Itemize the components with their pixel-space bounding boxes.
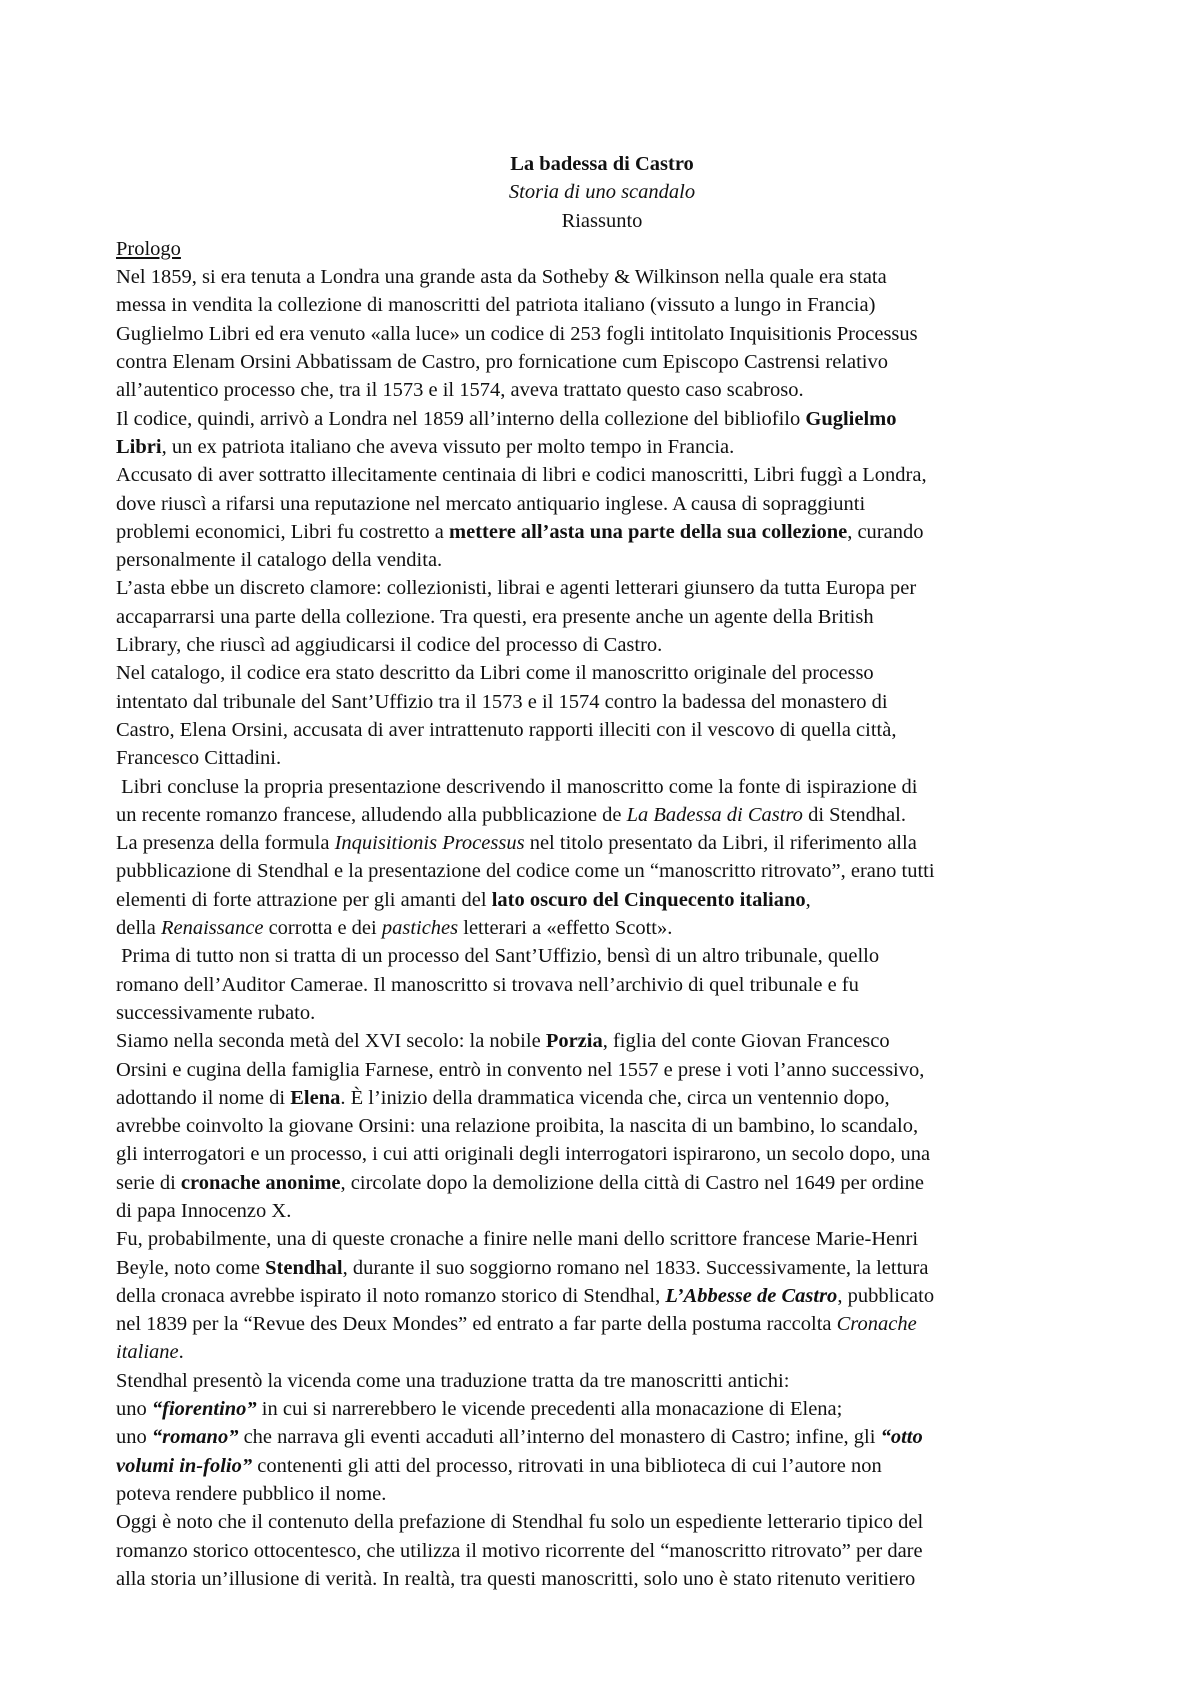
text-line xyxy=(116,518,1088,546)
text-run: Prima di tutto non si tratta di un processo del Sant’Uffizio, bensì di un altro tribunale, quello xyxy=(116,945,880,968)
text-line xyxy=(116,1027,1088,1055)
text-run: Guglielmo Libri ed era venuto «alla luce» un codice di 253 fogli intitolato Inquisitionis Processus xyxy=(116,322,918,345)
text-run: pubblicazione di Stendhal e la presentazione del codice come un “manoscritto ritrovato”, erano tutti xyxy=(116,860,935,883)
text-run: Porzia xyxy=(545,1030,603,1053)
text-run: “otto xyxy=(880,1426,923,1449)
document-title: La badessa di Castro xyxy=(510,153,694,175)
text-run: La presenza della formula xyxy=(116,832,335,855)
text-line xyxy=(116,405,1088,433)
text-line xyxy=(116,546,1088,574)
text-line xyxy=(116,1169,1088,1197)
text-run: Nel catalogo, il codice era stato descritto da Libri come il manoscritto originale del processo xyxy=(116,662,874,685)
text-run: , durante il suo soggiorno romano nel 1833. Successivamente, la lettura xyxy=(342,1256,929,1279)
text-line xyxy=(116,1056,1088,1084)
text-line xyxy=(116,716,1088,744)
text-line xyxy=(116,1565,1088,1593)
text-run: , circolate dopo la demolizione della città di Castro nel 1649 per ordine xyxy=(340,1171,925,1194)
text-run: , pubblicato xyxy=(837,1284,935,1307)
text-line xyxy=(116,886,1088,914)
section-heading: Prologo xyxy=(116,237,181,260)
text-line xyxy=(116,631,1088,659)
text-run: Guglielmo xyxy=(805,407,897,430)
text-line xyxy=(116,659,1088,687)
text-run: Oggi è noto che il contenuto della prefazione di Stendhal fu solo un espediente letterario tipico del xyxy=(116,1511,924,1534)
text-run: nel titolo presentato da Libri, il riferimento alla xyxy=(524,832,917,855)
text-line xyxy=(116,1254,1088,1282)
text-run: della cronaca avrebbe ispirato il noto romanzo storico di Stendhal, xyxy=(116,1284,666,1307)
text-line xyxy=(116,1338,1088,1366)
text-run: di Stendhal. xyxy=(802,803,906,826)
text-run: Orsini e cugina della famiglia Farnese, entrò in convento nel 1557 e prese i voti l’anno successivo, xyxy=(116,1058,925,1081)
text-run: Libri concluse la propria presentazione descrivendo il manoscritto come la fonte di ispirazione di xyxy=(116,775,918,798)
text-run: poteva rendere pubblico il nome. xyxy=(116,1482,387,1505)
text-line xyxy=(116,829,1088,857)
text-run: all’autentico processo che, tra il 1573 e il 1574, aveva trattato questo caso scabroso. xyxy=(116,379,804,402)
text-line xyxy=(116,490,1088,518)
text-run: Castro, Elena Orsini, accusata di aver intrattenuto rapporti illeciti con il vescovo di quella città, xyxy=(116,718,897,741)
text-line xyxy=(116,744,1088,772)
text-line xyxy=(116,320,1088,348)
text-run: accaparrarsi una parte della collezione. Tra questi, era presente anche un agente della British xyxy=(116,605,874,628)
text-line xyxy=(116,603,1088,631)
text-run: mettere all’asta una parte della sua collezione xyxy=(449,520,848,543)
text-run: , curando xyxy=(847,520,924,543)
text-line xyxy=(116,688,1088,716)
text-run: messa in vendita la collezione di manoscritti del patriota italiano (vissuto a lungo in Francia) xyxy=(116,294,876,317)
text-run: cronache anonime xyxy=(180,1171,341,1194)
text-run: “romano” xyxy=(151,1426,239,1449)
text-line xyxy=(116,999,1088,1027)
text-run: Library, che riuscì ad aggiudicarsi il codice del processo di Castro. xyxy=(116,634,663,657)
text-run: volumi in-folio” xyxy=(116,1454,253,1477)
text-run: uno xyxy=(116,1398,152,1421)
text-run: . È l’inizio della drammatica vicenda che, circa un ventennio dopo, xyxy=(340,1086,890,1109)
text-line xyxy=(116,291,1088,319)
text-run: pastiches xyxy=(381,917,459,940)
text-run: Francesco Cittadini. xyxy=(116,747,282,770)
text-run: . xyxy=(178,1341,184,1364)
text-run: un recente romanzo francese, alludendo alla pubblicazione de xyxy=(116,803,627,826)
text-run: Siamo nella seconda metà del XVI secolo: la nobile xyxy=(116,1030,546,1053)
text-line xyxy=(116,942,1088,970)
text-line xyxy=(116,914,1088,942)
text-run: problemi economici, Libri fu costretto a xyxy=(116,520,450,543)
text-line xyxy=(116,574,1088,602)
text-line xyxy=(116,1480,1088,1508)
text-run: La Badessa di Castro xyxy=(626,803,803,826)
text-run: “fiorentino” xyxy=(151,1398,257,1421)
text-run: Beyle, noto come xyxy=(116,1256,266,1279)
text-line xyxy=(116,1310,1088,1338)
text-line xyxy=(116,857,1088,885)
text-run: corrotta e dei xyxy=(263,917,382,940)
text-run: Libri xyxy=(116,435,162,458)
text-run: Accusato di aver sottratto illecitamente centinaia di libri e codici manoscritti, Libri fuggì a Londra, xyxy=(116,464,927,487)
text-line xyxy=(116,1452,1088,1480)
text-run: contra Elenam Orsini Abbatissam de Castro, pro fornicatione cum Episcopo Castrensi relativo xyxy=(116,351,888,374)
text-run: , xyxy=(805,888,811,911)
text-line xyxy=(116,1140,1088,1168)
text-run: Cronache xyxy=(836,1313,917,1336)
text-line xyxy=(116,461,1088,489)
text-line xyxy=(116,376,1088,404)
text-run: Il codice, quindi, arrivò a Londra nel 1859 all’interno della collezione del bibliofilo xyxy=(116,407,806,430)
text-line xyxy=(116,1537,1088,1565)
text-run: adottando il nome di xyxy=(116,1086,291,1109)
text-line xyxy=(116,1367,1088,1395)
text-run: Nel 1859, si era tenuta a Londra una grande asta da Sotheby & Wilkinson nella quale era stata xyxy=(116,266,887,289)
text-run: romanzo storico ottocentesco, che utilizza il motivo ricorrente del “manoscritto ritrovato” per dare xyxy=(116,1539,923,1562)
text-run: , un ex patriota italiano che aveva vissuto per molto tempo in Francia. xyxy=(161,435,735,458)
document-body xyxy=(116,263,1088,1593)
text-run: romano dell’Auditor Camerae. Il manoscritto si trovava nell’archivio di quel tribunale e fu xyxy=(116,973,859,996)
text-line xyxy=(116,1282,1088,1310)
text-run: Stendhal xyxy=(265,1256,343,1279)
text-run: Renaissance xyxy=(160,917,264,940)
text-line xyxy=(116,1508,1088,1536)
text-line xyxy=(116,1197,1088,1225)
text-line xyxy=(116,1395,1088,1423)
text-line xyxy=(116,971,1088,999)
text-run: della xyxy=(116,917,161,940)
text-run: successivamente rubato. xyxy=(116,1001,316,1024)
text-line xyxy=(116,773,1088,801)
text-run: dove riuscì a rifarsi una reputazione nel mercato antiquario inglese. A causa di sopraggiunti xyxy=(116,492,866,515)
text-run: L’asta ebbe un discreto clamore: collezionisti, librai e agenti letterari giunsero da tutta Europa per xyxy=(116,577,917,600)
text-run: gli interrogatori e un processo, i cui atti originali degli interrogatori ispirarono, un secolo dopo, una xyxy=(116,1143,931,1166)
document-page xyxy=(116,150,1088,1593)
text-run: Fu, probabilmente, una di queste cronache a finire nelle mani dello scrittore francese Marie-Henri xyxy=(116,1228,919,1251)
text-line xyxy=(116,1084,1088,1112)
document-subtitle: Storia di uno scandalo xyxy=(508,181,696,204)
text-run: elementi di forte attrazione per gli amanti del xyxy=(116,888,492,911)
document-label: Riassunto xyxy=(561,209,643,232)
text-line xyxy=(116,348,1088,376)
text-run: L’Abbesse de Castro xyxy=(665,1284,838,1307)
text-run: , figlia del conte Giovan Francesco xyxy=(602,1030,890,1053)
text-line xyxy=(116,1423,1088,1451)
text-line xyxy=(116,801,1088,829)
text-run: intentato dal tribunale del Sant’Uffizio tra il 1573 e il 1574 contro la badessa del monastero di xyxy=(116,690,888,713)
text-run: italiane xyxy=(116,1341,179,1364)
text-run: personalmente il catalogo della vendita. xyxy=(116,549,443,572)
text-line xyxy=(116,433,1088,461)
text-run: Inquisitionis Processus xyxy=(334,832,525,855)
text-run: nel 1839 per la “Revue des Deux Mondes” ed entrato a far parte della postuma raccolta xyxy=(116,1313,837,1336)
text-run: avrebbe coinvolto la giovane Orsini: una relazione proibita, la nascita di un bambino, lo scandalo, xyxy=(116,1115,919,1138)
text-run: letterari a «effetto Scott». xyxy=(458,917,673,940)
text-run: serie di xyxy=(116,1171,181,1194)
text-line xyxy=(116,263,1088,291)
text-run: alla storia un’illusione di verità. In realtà, tra questi manoscritti, solo uno è stato ritenuto veritiero xyxy=(116,1567,916,1590)
text-run: Stendhal presentò la vicenda come una traduzione tratta da tre manoscritti antichi: xyxy=(116,1369,790,1392)
text-line xyxy=(116,1112,1088,1140)
text-run: di papa Innocenzo X. xyxy=(116,1199,292,1222)
text-run: lato oscuro del Cinquecento italiano xyxy=(491,888,806,911)
text-run: uno xyxy=(116,1426,152,1449)
text-run: Elena xyxy=(290,1086,341,1109)
text-run: in cui si narrerebbero le vicende precedenti alla monacazione di Elena; xyxy=(256,1398,843,1421)
text-line xyxy=(116,1225,1088,1253)
text-run: che narrava gli eventi accaduti all’interno del monastero di Castro; infine, gli xyxy=(238,1426,881,1449)
text-run: contenenti gli atti del processo, ritrovati in una biblioteca di cui l’autore non xyxy=(252,1454,882,1477)
